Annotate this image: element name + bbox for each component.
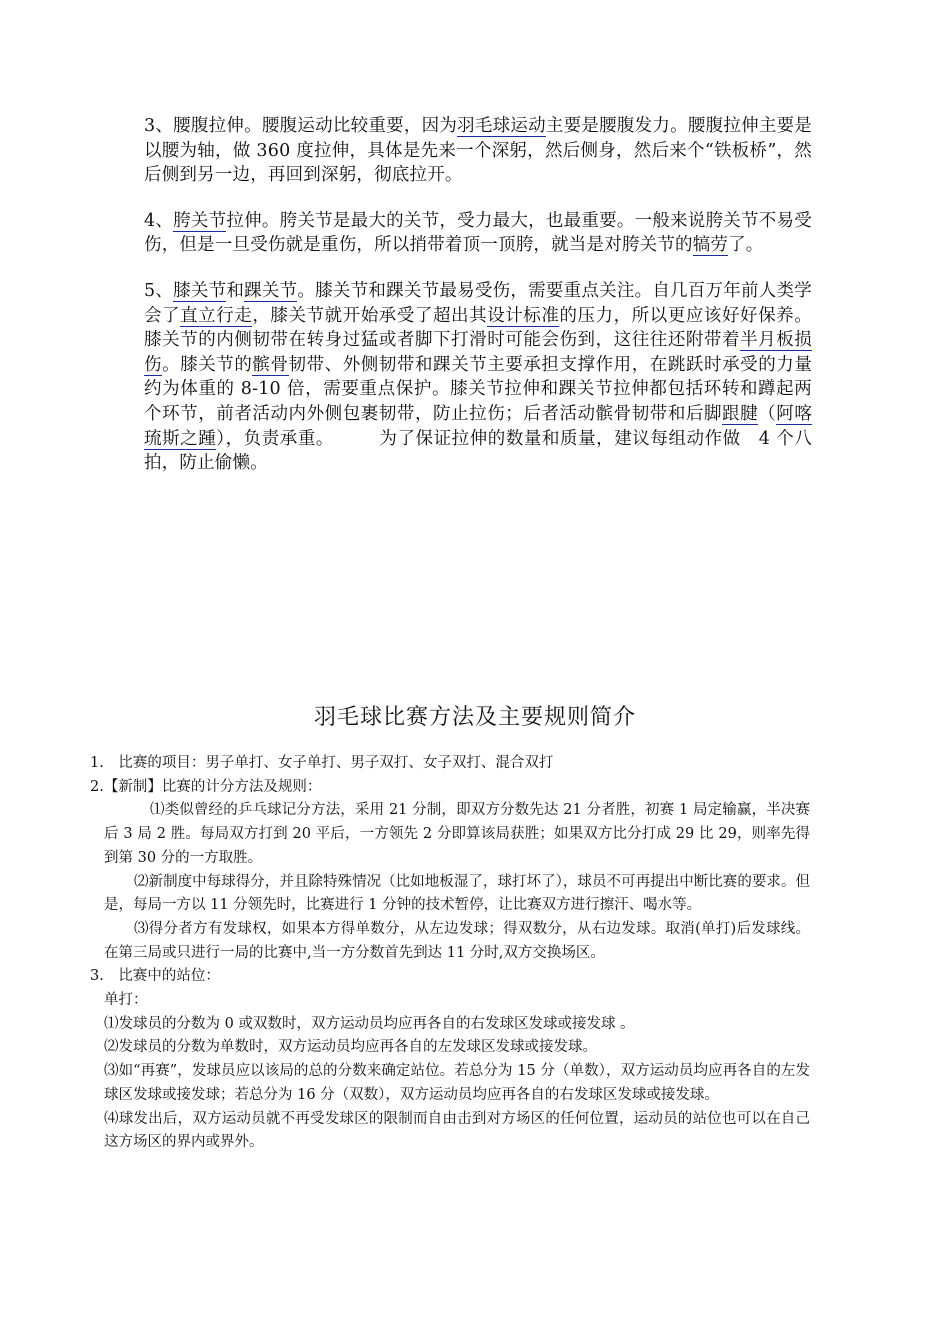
stretching-section: [144, 114, 812, 497]
section-title: 羽毛球比赛方法及主要规则简介: [313, 705, 636, 730]
text-run: （: [758, 403, 777, 424]
paragraph-hip-stretch: [144, 209, 812, 258]
rule-paragraph-rally-point: ⑵新制度中每球得分，并且除特殊情况（比如地板湿了，球打坏了），球员不可再提出中断比赛的要求。但是，每局一方以 11 分领先时，比赛进行 1 分钟的技术暂停，让比赛双方进行擦汗、喝水等。: [104, 873, 810, 914]
rule-singles-after-serve: ⑷球发出后，双方运动员就不再受发球区的限制而自由击到对方场区的任何位置，运动员的站位也可以在自己这方场区的界内或界外。: [104, 1110, 810, 1151]
link-badminton[interactable]: 羽毛球运动: [457, 116, 546, 136]
rules-section: [86, 752, 810, 1155]
link-knee-joint[interactable]: 膝关节: [173, 280, 227, 301]
link-achilles-heel[interactable]: 阿喀琉斯之踵: [144, 403, 813, 449]
link-upright-walking[interactable]: 直立行走: [180, 305, 253, 326]
paragraph-knee-ankle-stretch: [144, 279, 812, 476]
text-run: 拉伸。胯关节是最大的关节，受力最大，也最重要。一般来说胯关节不易受伤，但是一旦受伤就是重伤，所以捎带着顶一顶胯，就当是对胯关节的: [144, 210, 812, 256]
text-run: ，膝关节就开始承受了超出其: [252, 305, 488, 326]
rule-subheading-singles: 单打：: [104, 992, 148, 1009]
rule-item-events: 1. 比赛的项目：男子单打、女子单打、男子双打、女子双打、混合双打: [90, 755, 554, 771]
rule-singles-let: ⑶如“再赛”，发球员应以该局的总的分数来确定站位。若总分为 15 分（单数），双方运动员均应再各自的左发球区发球或接发球；若总分为 16 分（双数），双方运动员均应再各自的右发球区发球或接发球。: [104, 1063, 810, 1103]
rule-item-positions: 3. 比赛中的站位：: [90, 968, 220, 985]
rule-item-scoring: 2.【新制】比赛的计分方法及规则：: [90, 778, 322, 795]
text-run: 了。: [728, 235, 764, 256]
text-run: 和: [226, 280, 245, 301]
text-run: 的压力，所以更应该好好保养。膝关节的内侧韧带在转身过猛或者脚下打滑时可能会伤到，这往往还附带着: [144, 305, 812, 351]
text-run: 4、: [144, 210, 174, 231]
text-run: 。膝关节的: [162, 354, 253, 375]
rule-singles-odd: ⑵发球员的分数为单数时，双方运动员均应再各自的左发球区发球或接发球。: [104, 1039, 597, 1056]
text-run: 主要是腰腹发力。腰腹拉伸主要是以腰为轴，做 360 度拉伸，具体是先来一个深躬，然后侧身，然后来个“铁板桥”，然后侧到另一边，再回到深躬，彻底拉开。: [144, 116, 813, 186]
text-run: ），负责承重。 为了保证拉伸的数量和质量，建议每组动作做 4 个八拍，防止偷懒。: [144, 428, 812, 474]
text-run: 5、: [144, 280, 174, 301]
link-ankle-joint[interactable]: 踝关节: [244, 280, 298, 301]
link-reward[interactable]: 犒劳: [692, 235, 729, 256]
text-run: 3、腰腹拉伸。腰腹运动比较重要，因为: [144, 116, 458, 136]
link-achilles-tendon[interactable]: 跟腱: [722, 403, 759, 424]
rule-paragraph-serve-right: ⑶得分者方有发球权，如果本方得单数分，从左边发球；得双数分，从右边发球。取消(单打)后发球线。在第三局或只进行一局的比赛中,当一方分数首先到达 11 分时,双方交换场区。: [104, 920, 810, 961]
text-run: 。膝关节和踝关节最易受伤，需要重点关注。自几百万年前人类学会了: [144, 280, 812, 326]
link-meniscus-injury[interactable]: 半月板损伤: [144, 330, 812, 375]
link-hip-joint[interactable]: 胯关节: [173, 210, 227, 231]
paragraph-waist-stretch: [144, 114, 812, 188]
rule-singles-even: ⑴发球员的分数为 0 或双数时，双方运动员均应再各自的右发球区发球或接发球 。: [104, 1015, 635, 1032]
text-run: 韧带、外侧韧带和踝关节主要承担支撑作用，在跳跃时承受的力量约为体重的 8-10 倍，需要重点保护。膝关节拉伸和踝关节拉伸都包括环转和蹲起两个环节，前者活动内外侧包裹韧带，防止拉伤；后者活动髌骨韧带和后脚: [144, 354, 813, 424]
rule-paragraph-21-points: ⑴类似曾经的乒乓球记分方法，采用 21 分制，即双方分数先达 21 分者胜，初赛 1 局定输赢，半决赛后 3 局 2 胜。每局双方打到 20 平后，一方领先 2 分即算该局获胜；如果双方比分打成 29 比 29，则率先得到第 30 分的一方取胜。: [104, 802, 810, 866]
link-patella[interactable]: 髌骨: [252, 354, 289, 375]
link-design-standard[interactable]: 设计标准: [487, 305, 560, 326]
